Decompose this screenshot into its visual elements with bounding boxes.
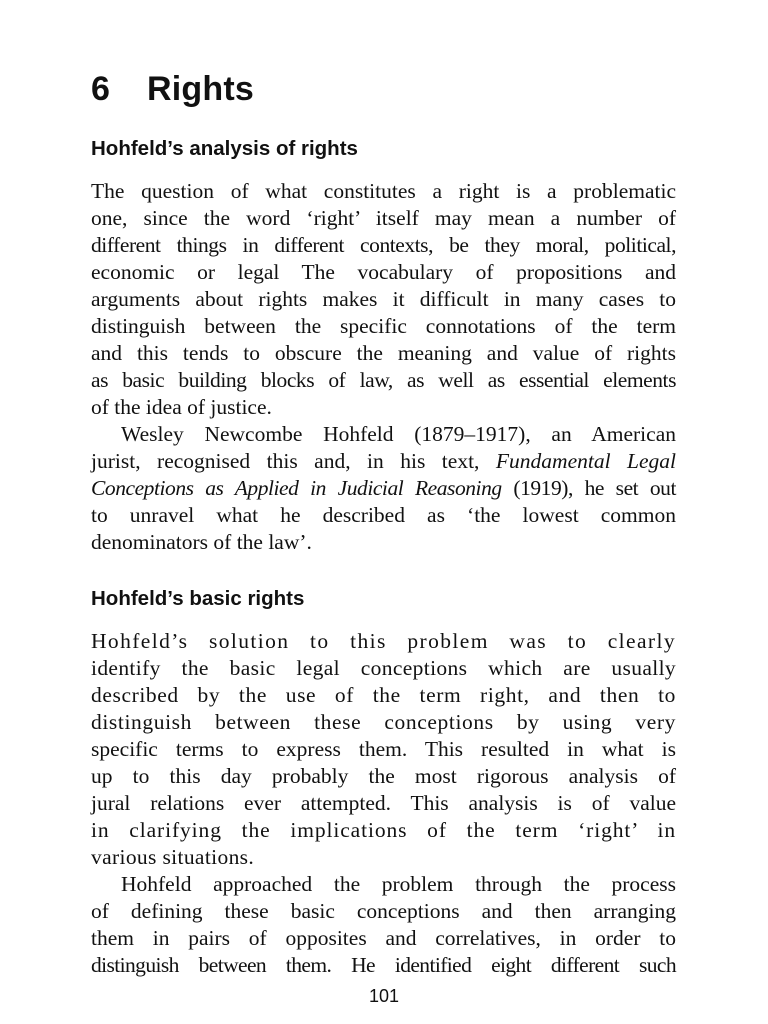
- text-line: Hohfeld’s solution to this problem was to clearly: [91, 629, 676, 653]
- page-number: 101: [368, 986, 400, 1006]
- text-line: and this tends to obscure the meaning and value of rights: [91, 341, 676, 365]
- text-line: various situations.: [91, 845, 255, 869]
- text-line: of defining these basic conceptions and then arranging: [91, 899, 676, 923]
- text-line: identify the basic legal conceptions which are usually: [91, 656, 676, 680]
- text-line: distinguish between the specific connotations of the term: [91, 314, 676, 338]
- text-line: described by the use of the term right, and then to: [91, 683, 676, 707]
- text-line: economic or legal The vocabulary of propositions and: [91, 260, 676, 284]
- text-run: jurist, recognised this and, in his text,: [91, 449, 480, 473]
- section-body-basic-rights: [91, 628, 676, 979]
- book-title-italic: Conceptions as Applied in Judicial Reasoning: [91, 476, 502, 500]
- section-body-analysis: [91, 178, 676, 556]
- text-line: to unravel what he described as ‘the lowest common: [91, 503, 676, 527]
- text-line: of the idea of justice.: [91, 395, 272, 419]
- text-line: as basic building blocks of law, as well as essential elements: [91, 368, 676, 392]
- text-line: specific terms to express them. This resulted in what is: [91, 737, 676, 761]
- text-line: in clarifying the implications of the term ‘right’ in: [91, 818, 676, 842]
- text-line: [91, 475, 676, 502]
- text-line: The question of what constitutes a right is a problematic: [91, 179, 676, 203]
- section-heading-basic-rights: Hohfeld’s basic rights: [91, 587, 305, 610]
- text-line: Hohfeld approached the problem through the process: [121, 872, 676, 896]
- text-line: one, since the word ‘right’ itself may mean a number of: [91, 206, 676, 230]
- text-line: arguments about rights makes it difficult in many cases to: [91, 287, 676, 311]
- text-line: distinguish between them. He identified eight different such: [91, 953, 676, 977]
- text-line: different things in different contexts, be they moral, political,: [91, 233, 676, 257]
- text-line: Wesley Newcombe Hohfeld (1879–1917), an American: [121, 422, 676, 446]
- text-line: up to this day probably the most rigorous analysis of: [91, 764, 676, 788]
- text-line: denominators of the law’.: [91, 530, 312, 554]
- text-line: distinguish between these conceptions by using very: [91, 710, 676, 734]
- chapter-title: [91, 68, 254, 110]
- section-heading-analysis: Hohfeld’s analysis of rights: [91, 137, 358, 160]
- book-title-italic: Fundamental Legal: [495, 449, 676, 473]
- text-line: jural relations ever attempted. This analysis is of value: [91, 791, 676, 815]
- text-line: them in pairs of opposites and correlatives, in order to: [91, 926, 676, 950]
- chapter-name: Rights: [147, 70, 254, 108]
- text-run: (1919), he set out: [501, 476, 676, 500]
- chapter-number: 6: [91, 70, 111, 108]
- text-line: [91, 448, 676, 475]
